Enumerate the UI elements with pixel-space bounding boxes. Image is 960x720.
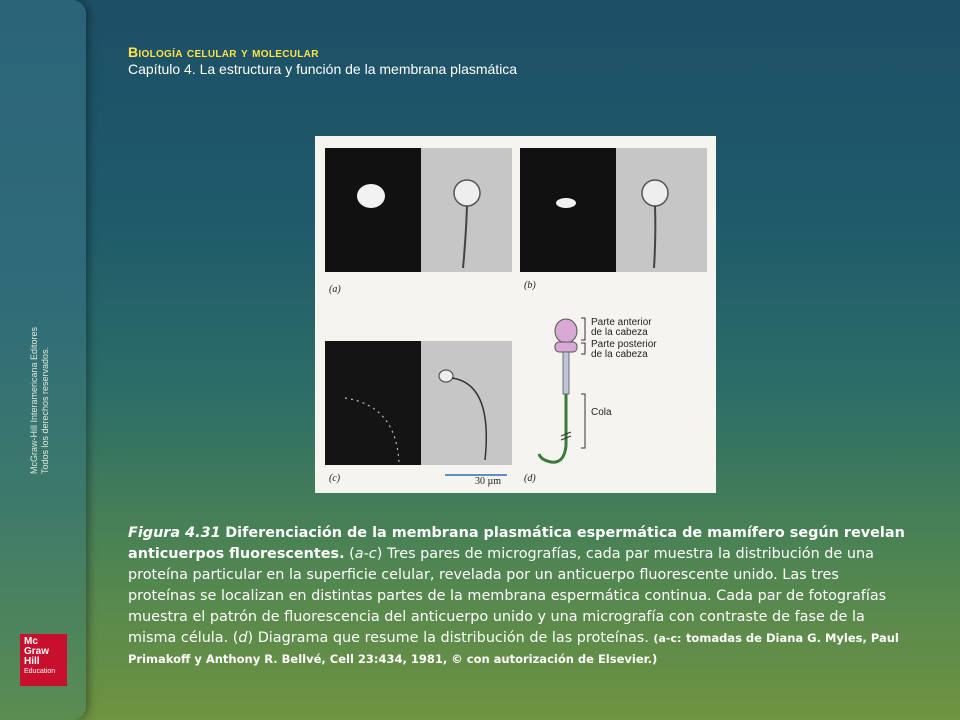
caption-d: d xyxy=(238,630,248,646)
logo-text-mc: Mc xyxy=(24,636,38,647)
figure-number: Figura 4.31 xyxy=(128,525,221,541)
chapter-subtitle: Capítulo 4. La estructura y función de la membrana plasmática xyxy=(128,61,518,77)
panel-b-fluorescence xyxy=(520,148,616,272)
logo-text-hill: Hill xyxy=(24,656,40,667)
caption-text-2: ) Diagrama que resume la distribución de las proteínas. xyxy=(247,630,649,646)
panel-a-fluorescence xyxy=(325,148,421,272)
publisher-text: McGraw-Hill Interamericana Editores xyxy=(29,326,39,474)
panel-label-c: (c) xyxy=(329,473,341,484)
figure-4-31 xyxy=(315,136,716,493)
bracket-tail xyxy=(581,394,585,448)
mcgraw-hill-logo xyxy=(20,634,67,686)
caption-text-1: Tres pares de micrografías, cada par muestra la distribución de una proteína particular en la superficie celular, revelada por un anticuerpo fluorescente unido. Las tres proteínas se localizan en distintas partes de la membrana espermática continua. Cada par de fotografías muestra el patrón de fluorescencia del anticuerpo unido y una micrografía con contraste de fase de la misma célula. ( xyxy=(128,546,887,646)
label-anterior-2: de la cabeza xyxy=(591,327,648,338)
label-posterior-2: de la cabeza xyxy=(591,349,648,360)
panel-a-head-fluor xyxy=(357,184,385,208)
diagram-midpiece xyxy=(563,352,569,394)
diagram-tail xyxy=(539,394,566,462)
figure-micrographs xyxy=(315,136,716,493)
bracket-posterior xyxy=(581,343,585,354)
caption-source-prefix: (a-c: xyxy=(653,632,682,645)
panel-b-head-fluor xyxy=(556,198,576,208)
bracket-anterior xyxy=(581,318,585,340)
caption-paren-open: ( xyxy=(349,546,355,562)
header xyxy=(128,44,517,77)
panel-label-d: (d) xyxy=(524,473,536,484)
rights-text: Todos los derechos reservados. xyxy=(40,346,50,474)
panel-c-head-phase xyxy=(439,370,453,382)
scale-label: 30 µm xyxy=(475,476,502,487)
diagram-head-anterior xyxy=(555,319,577,343)
logo-text-graw: Graw xyxy=(24,646,50,657)
logo-text-education: Education xyxy=(24,668,56,675)
label-posterior-1: Parte posterior xyxy=(591,339,657,350)
panel-b-head-phase xyxy=(642,180,668,206)
panel-label-b: (b) xyxy=(524,280,536,291)
figure-caption xyxy=(128,523,908,670)
caption-paren-close: ) xyxy=(376,546,383,562)
label-anterior-1: Parte anterior xyxy=(591,317,652,328)
panel-b-phase xyxy=(616,148,707,272)
panel-c-phase xyxy=(421,341,512,465)
caption-ac: a-c xyxy=(354,546,377,562)
panel-label-a: (a) xyxy=(329,284,341,295)
label-tail: Cola xyxy=(591,407,612,418)
diagram-head-posterior xyxy=(555,342,577,352)
caption-source: tomadas de Diana G. Myles, Paul Primakoff y Anthony R. Bellvé, Cell 23:434, 1981, © con autorización de Elsevier.) xyxy=(128,631,899,666)
book-title: Biología celular y molecular xyxy=(128,44,319,60)
caption-title: Diferenciación de la membrana plasmática espermática de mamífero según revelan anticuerpos fluorescentes. xyxy=(128,525,905,562)
panel-c-fluorescence xyxy=(325,341,421,465)
panel-a-head-phase xyxy=(454,180,480,206)
